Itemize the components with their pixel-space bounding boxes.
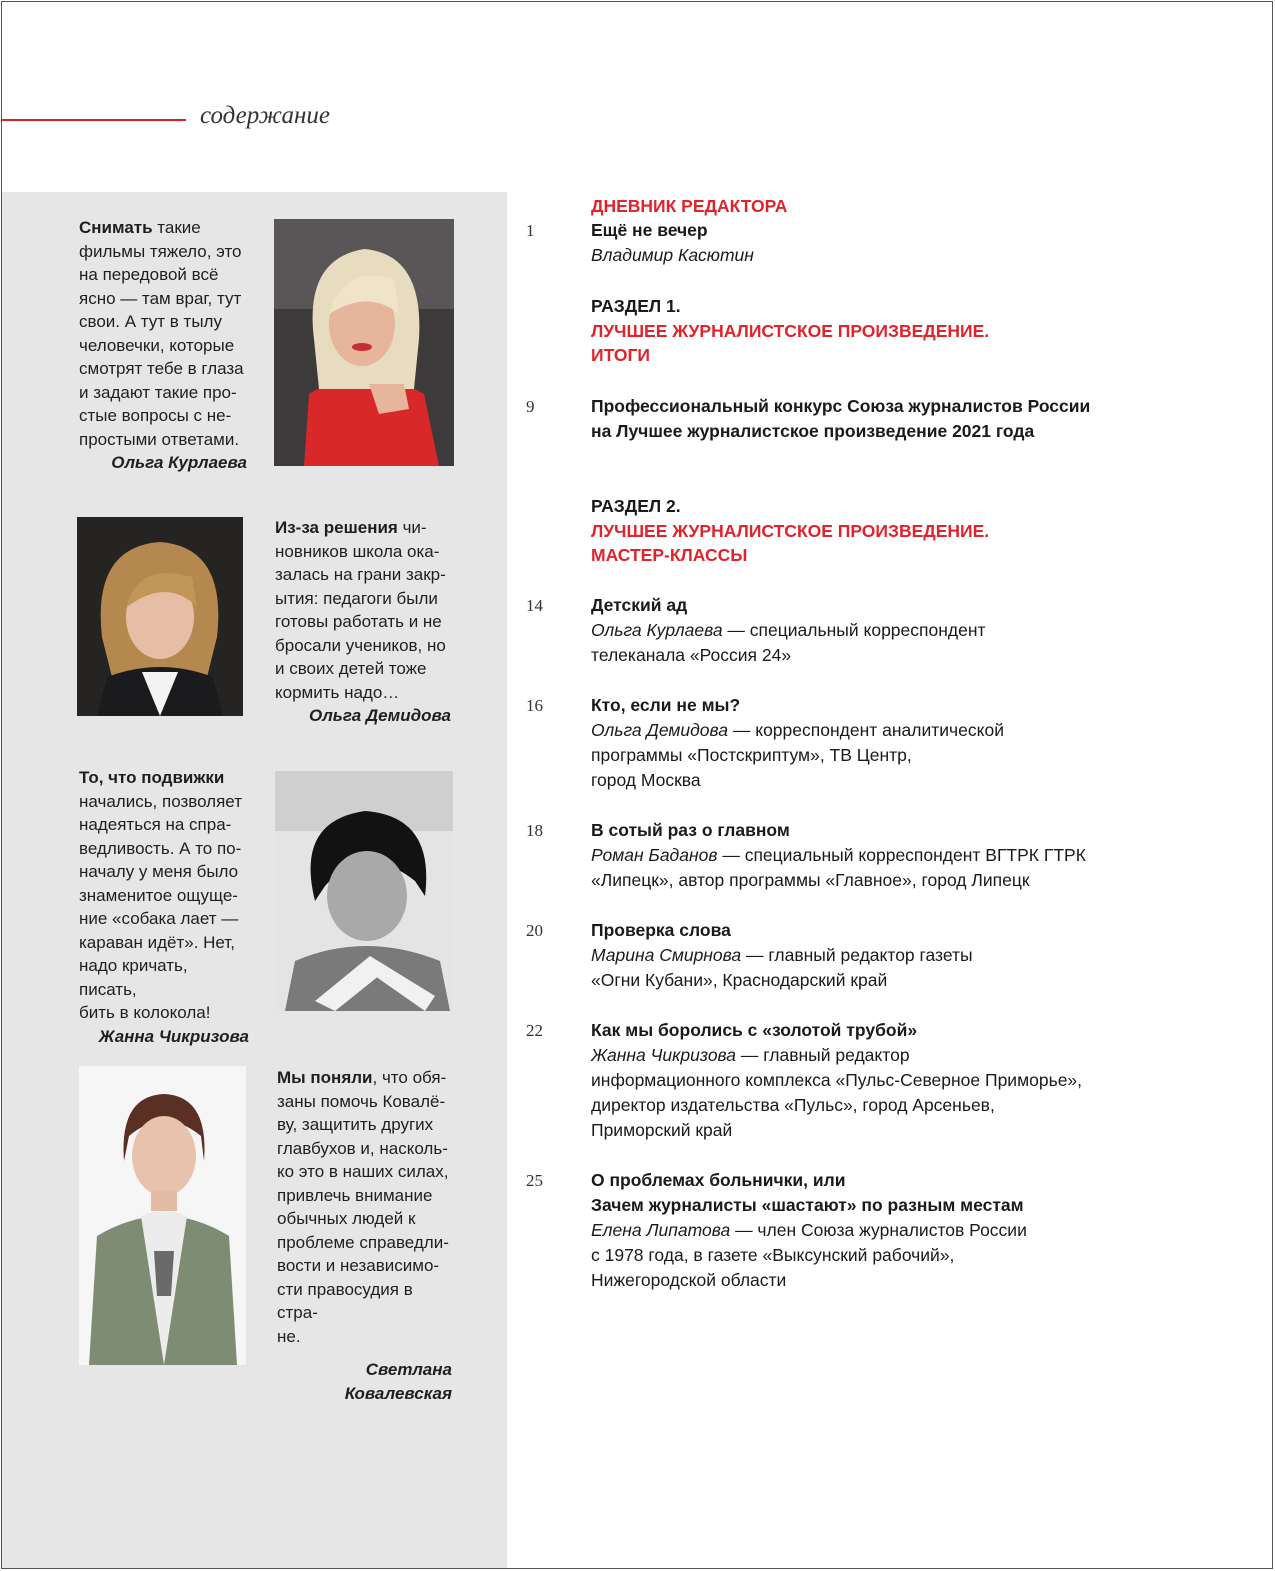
portrait-photo-kurlaeva xyxy=(274,219,454,466)
toc-entry[interactable]: Кто, если не мы? Ольга Демидова — корреспондент аналитической программы «Постскриптум», ТВ Центр, город Москва xyxy=(591,693,1151,793)
page-title: содержание xyxy=(200,102,330,129)
quote-1: Снимать такие фильмы тяжело, это на передовой всё ясно — там враг, тут свои. А тут в тылу человечки, которые смотрят тебе в глаза и задают такие про- стые вопросы с не- простыми ответами. Ольга Курлаева xyxy=(79,216,247,475)
quote-lead: То, что подвижки xyxy=(79,768,225,787)
section-title: МАСТЕР-КЛАССЫ xyxy=(591,545,748,565)
toc-entry-author: Марина Смирнова xyxy=(591,945,742,965)
toc-entry-title: Детский ад xyxy=(591,595,688,615)
toc-entry-editor[interactable] xyxy=(591,218,1151,268)
toc-page-number: 25 xyxy=(526,1171,543,1190)
quote-author: Ковалевская xyxy=(344,1383,452,1403)
quote-author: Ольга Курлаева xyxy=(111,453,247,472)
quote-lead: Мы поняли xyxy=(277,1068,373,1087)
toc-page-number: 14 xyxy=(526,596,543,615)
toc-entry-title: О проблемах больнички, или xyxy=(591,1170,846,1190)
section-label: РАЗДЕЛ 2. xyxy=(591,496,681,516)
toc-entry-title: Ещё не вечер xyxy=(591,220,708,240)
header-rule xyxy=(2,119,186,121)
toc-entry[interactable]: О проблемах больнички, или Зачем журналисты «шастают» по разным местам Елена Липатова — член Союза журналистов России с 1978 года, в газете «Выксунский рабочий», Нижегородской области xyxy=(591,1168,1151,1293)
toc-page-number: 20 xyxy=(526,921,543,940)
quote-3: То, что подвижки начались, позволяет надеяться на спра- ведливость. А то по- началу у меня было знаменитое ощуще- ние «собака лает — караван идёт». Нет, надо кричать, писать, бить в колокола! Жанна Чикризова xyxy=(79,766,249,1048)
quote-author: Ольга Демидова xyxy=(308,706,451,725)
portrait-photo-kovalevskaya xyxy=(79,1066,246,1365)
toc-section-1 xyxy=(591,294,989,368)
toc-entry-author: Жанна Чикризова xyxy=(591,1045,737,1065)
section-label: РАЗДЕЛ 1. xyxy=(591,296,681,316)
section-title: ЛУЧШЕЕ ЖУРНАЛИСТСКОЕ ПРОИЗВЕДЕНИЕ. xyxy=(591,320,990,341)
toc-entry[interactable]: Детский ад Ольга Курлаева — специальный корреспондент телеканала «Россия 24» xyxy=(591,593,1151,668)
toc-page-number: 18 xyxy=(526,821,543,840)
portrait-photo-demidova xyxy=(77,517,243,716)
toc-entry[interactable]: В сотый раз о главном Роман Баданов — специальный корреспондент ВГТРК ГТРК «Липецк», автор программы «Главное», город Липецк xyxy=(591,818,1151,893)
toc-entry[interactable]: Проверка слова Марина Смирнова — главный редактор газеты «Огни Кубани», Краснодарский край xyxy=(591,918,1151,993)
toc-page-number: 16 xyxy=(526,696,543,715)
toc-page-number: 22 xyxy=(526,1021,543,1040)
toc-entry-author: Ольга Курлаева xyxy=(591,620,723,640)
toc-heading-editor-diary: ДНЕВНИК РЕДАКТОРА xyxy=(591,196,788,216)
toc-entry-author: Роман Баданов xyxy=(591,845,718,865)
toc-page-number: 9 xyxy=(526,397,535,416)
section-title: ИТОГИ xyxy=(591,345,650,365)
section-title: ЛУЧШЕЕ ЖУРНАЛИСТСКОЕ ПРОИЗВЕДЕНИЕ. xyxy=(591,520,990,541)
toc-entry[interactable]: Как мы боролись с «золотой трубой» Жанна Чикризова — главный редактор информационного комплекса «Пульс-Северное Приморье», директор издательства «Пульс», город Арсеньев, Приморский край xyxy=(591,1018,1151,1143)
toc-entry-author: Елена Липатова xyxy=(591,1220,731,1240)
toc-section-2 xyxy=(591,494,989,568)
toc-entry-title: В сотый раз о главном xyxy=(591,820,790,840)
toc-entry-title: Проверка слова xyxy=(591,920,731,940)
toc-entry-title: Профессиональный конкурс Союза журналистов России xyxy=(591,396,1091,416)
toc-entry-author: Владимир Касютин xyxy=(591,245,754,265)
toc-entry-contest[interactable] xyxy=(591,394,1211,444)
quote-lead: Снимать xyxy=(79,218,153,237)
quote-lead: Из-за решения xyxy=(275,518,398,537)
quote-author: Светлана xyxy=(365,1360,452,1379)
quote-4: Мы поняли, что обя- заны помочь Ковалё- ву, защитить других главбухов и, насколь- ко это в наших силах, привлечь внимание обычных людей к проблеме справедли- вости и независимо- сти правосудия в стра- не. Светлана Ковалевская xyxy=(277,1066,452,1405)
toc-entry-title: на Лучшее журналистское произведение 2021 года xyxy=(591,421,1035,441)
quote-author: Жанна Чикризова xyxy=(98,1026,249,1046)
toc-entry-title: Кто, если не мы? xyxy=(591,695,741,715)
portrait-photo-chikrizova xyxy=(275,771,453,1011)
toc-entry-title: Как мы боролись с «золотой трубой» xyxy=(591,1020,918,1040)
toc-entry-title: Зачем журналисты «шастают» по разным местам xyxy=(591,1195,1024,1215)
toc-page-number: 1 xyxy=(526,221,535,240)
quote-2: Из-за решения чи- новников школа ока- залась на грани закр- ытия: педагоги были готовы работать и не бросали учеников, но и своих детей тоже кормить надо… Ольга Демидова xyxy=(275,516,451,728)
toc-entry-author: Ольга Демидова xyxy=(591,720,728,740)
